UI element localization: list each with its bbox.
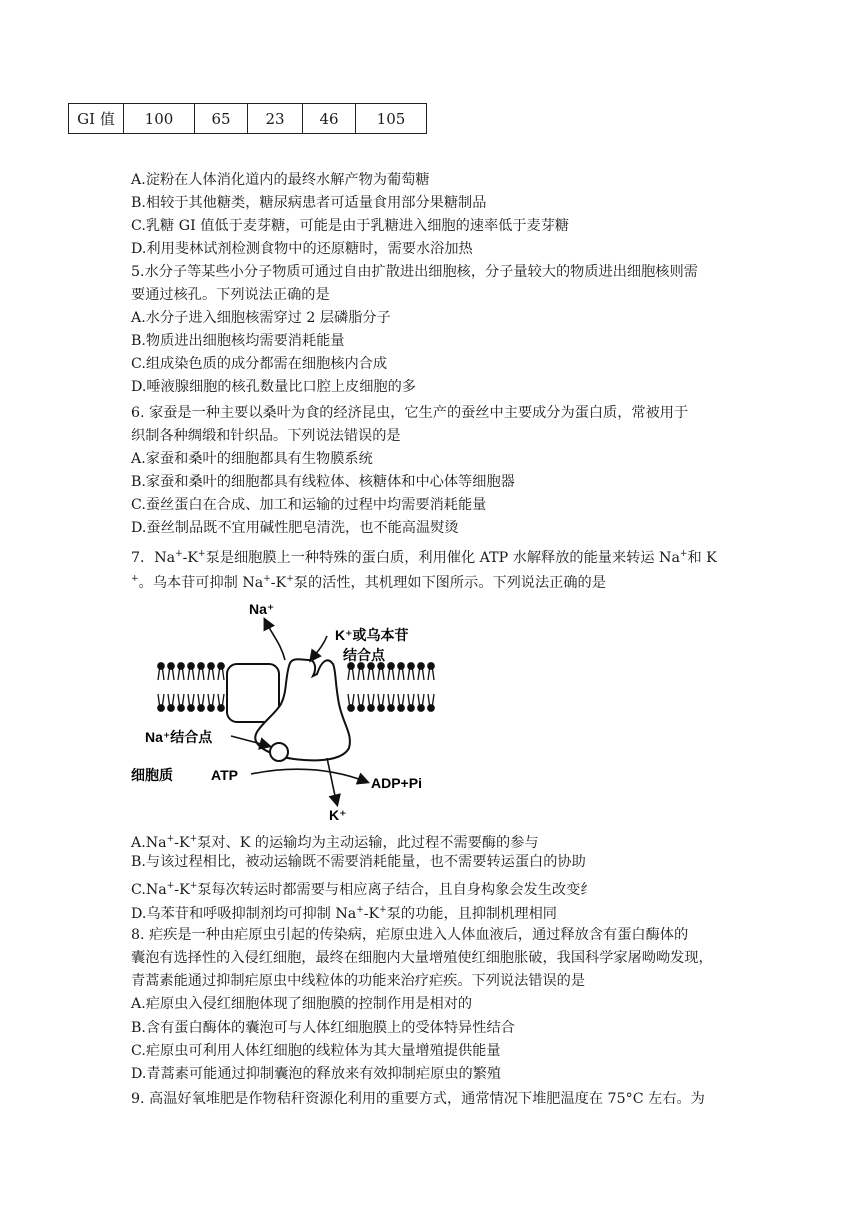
phospholipid-tail [198, 694, 204, 705]
channel-protein-block [227, 664, 279, 722]
option-4d: D.利用斐林试剂检测食物中的还原糖时，需要水浴加热 [131, 241, 473, 257]
phospholipid-tail [208, 669, 214, 680]
gi-cell: 105 [356, 104, 427, 134]
phospholipid-tail [158, 669, 164, 680]
phospholipid-tail [388, 669, 394, 680]
na-out-arrow [265, 620, 285, 660]
phospholipid-head [158, 663, 164, 669]
phospholipid-head [368, 663, 374, 669]
phospholipid-head [218, 663, 224, 669]
phospholipid-tail [208, 694, 214, 705]
phospholipid-head [208, 663, 214, 669]
option-6b: B.家蚕和桑叶的细胞都具有线粒体、核糖体和中心体等细胞器 [131, 474, 515, 490]
question-9-stem: 9. 高温好氧堆肥是作物秸秆资源化利用的重要方式，通常情况下堆肥温度在 75°C 左右。为 [131, 1091, 705, 1107]
phospholipid-head [348, 663, 354, 669]
phospholipid-tail [348, 669, 354, 680]
phospholipid-head [368, 705, 374, 711]
phospholipid-head [358, 663, 364, 669]
gi-cell: 65 [195, 104, 248, 134]
option-7b: B.与该过程相比，被动运输既不需要消耗能量，也不需要转运蛋白的协助 [131, 854, 586, 870]
option-7c: C.Na+-K+泵每次转运时都需要与相应离子结合，且自身构象会发生改变纟 [131, 881, 595, 898]
phospholipid-head [208, 705, 214, 711]
phospholipid-tail [188, 694, 194, 705]
option-5b: B.物质进出细胞核均需要消耗能量 [131, 333, 345, 349]
na-k-pump-diagram [131, 596, 441, 824]
option-8d: D.青蒿素可能通过抑制囊泡的释放来有效抑制疟原虫的繁殖 [131, 1066, 502, 1082]
phospholipid-head [418, 663, 424, 669]
phospholipid-tail [188, 669, 194, 680]
option-5c: C.组成染色质的成分都需在细胞核内合成 [131, 356, 388, 372]
question-8-stem: 8. 疟疾是一种由疟原虫引起的传染病，疟原虫进入人体血液后，通过释放含有蛋白酶体的 [131, 927, 689, 943]
option-5a: A.水分子进入细胞核需穿过 2 层磷脂分子 [131, 310, 391, 326]
atp-label: ATP [211, 767, 238, 783]
question-5-stem: 5.水分子等某些小分子物质可通过自由扩散进出细胞核，分子量较大的物质进出细胞核则需 [131, 264, 698, 280]
phospholipid-tail [348, 694, 354, 705]
phospholipid-head [398, 705, 404, 711]
adp-label: ADP+Pi [371, 775, 422, 791]
k-binding-label: K⁺或乌本苷 [335, 627, 409, 643]
phospholipid-head [158, 705, 164, 711]
phospholipid-tail [168, 669, 174, 680]
phospholipid-tail [408, 669, 414, 680]
phospholipid-tail [358, 694, 364, 705]
phospholipid-tail [218, 669, 224, 680]
question-5-stem-cont: 要通过核孔。下列说法正确的是 [131, 287, 330, 303]
phospholipid-tail [418, 669, 424, 680]
option-8a: A.疟原虫入侵红细胞体现了细胞膜的控制作用是相对的 [131, 996, 473, 1012]
phospholipid-head [408, 663, 414, 669]
phospholipid-tail [368, 669, 374, 680]
phospholipid-head [348, 705, 354, 711]
phospholipid-head [168, 663, 174, 669]
option-8c: C.疟原虫可利用人体红细胞的线粒体为其大量增殖提供能量 [131, 1043, 501, 1059]
option-6d: D.蚕丝制品既不宜用碱性肥皂清洗，也不能高温熨烫 [131, 520, 459, 536]
phospholipid-tail [378, 669, 384, 680]
question-7-stem: 7．Na+-K+泵是细胞膜上一种特殊的蛋白质，利用催化 ATP 水解释放的能量来转运 Na+和 K [131, 549, 717, 566]
phospholipid-tail [378, 694, 384, 705]
phospholipid-tail [408, 694, 414, 705]
gi-header-cell: GI 值 [69, 104, 124, 134]
k-bottom-label: K⁺ [329, 807, 347, 823]
phospholipid-tail [428, 669, 434, 680]
phospholipid-head [378, 705, 384, 711]
phospholipid-tail [388, 694, 394, 705]
phospholipid-head [168, 705, 174, 711]
phospholipid-tail [428, 694, 434, 705]
phospholipid-tail [398, 669, 404, 680]
gi-cell: 23 [248, 104, 303, 134]
phospholipid-tail [178, 669, 184, 680]
phospholipid-head [358, 705, 364, 711]
gi-cell: 100 [124, 104, 195, 134]
phospholipid-tail [168, 694, 174, 705]
table-row [69, 104, 427, 134]
atp-arrow [251, 769, 367, 782]
phospholipid-tail [398, 694, 404, 705]
phospholipid-head [188, 705, 194, 711]
phospholipid-tail [218, 694, 224, 705]
option-5d: D.唾液腺细胞的核孔数量比口腔上皮细胞的多 [131, 379, 416, 395]
option-4c: C.乳糖 GI 值低于麦芽糖，可能是由于乳糖进入细胞的速率低于麦芽糖 [131, 218, 570, 234]
option-6a: A.家蚕和桑叶的细胞都具有生物膜系统 [131, 451, 373, 467]
option-4b: B.相较于其他糖类，糖尿病患者可适量食用部分果糖制品 [131, 195, 487, 211]
option-6c: C.蚕丝蛋白在合成、加工和运输的过程中均需要消耗能量 [131, 497, 487, 513]
na-top-label: Na⁺ [249, 601, 275, 617]
cytoplasm-label: 细胞质 [131, 767, 173, 783]
phospholipid-tail [158, 694, 164, 705]
question-8-stem-cont-2: 青蒿素能通过抑制疟原虫中线粒体的功能来治疗疟疾。下列说法错误的是 [131, 973, 586, 989]
question-6-stem: 6. 家蚕是一种主要以桑叶为食的经济昆虫，它生产的蚕丝中主要成分为蛋白质，常被用于 [131, 405, 689, 421]
phospholipid-tail [358, 669, 364, 680]
phospholipid-head [388, 663, 394, 669]
gi-table [68, 103, 427, 134]
phospholipid-tail [178, 694, 184, 705]
phospholipid-head [178, 705, 184, 711]
phospholipid-head [418, 705, 424, 711]
phospholipid-tail [198, 669, 204, 680]
phospholipid-head [398, 663, 404, 669]
phospholipid-tail [418, 694, 424, 705]
na-binding-label: Na⁺结合点 [145, 729, 213, 745]
phospholipid-head [198, 663, 204, 669]
phospholipid-head [178, 663, 184, 669]
k-binding-label-2: 结合点 [343, 647, 385, 663]
phospholipid-head [428, 705, 434, 711]
question-6-stem-cont: 织制各种绸缎和针织品。下列说法错误的是 [131, 428, 401, 444]
phospholipid-head [408, 705, 414, 711]
k-binding-pointer [311, 636, 327, 660]
phospholipid-head [188, 663, 194, 669]
question-8-stem-cont: 囊泡有选择性的入侵红细胞，最终在细胞内大量增殖使红细胞胀破，我国科学家屠呦呦发现， [131, 950, 713, 966]
question-7-stem-cont: +。乌本苷可抑制 Na+-K+泵的活性，其机理如下图所示。下列说法正确的是 [131, 574, 606, 591]
phospholipid-head [218, 705, 224, 711]
option-8b: B.含有蛋白酶体的囊泡可与人体红细胞膜上的受体特异性结合 [131, 1020, 515, 1036]
option-7a: A.Na+-K+泵对、K 的运输均为主动运输，此过程不需要酶的参与 [131, 834, 539, 851]
option-7d: D.乌苯苷和呼吸抑制剂均可抑制 Na+-K+泵的功能，且抑制机理相同 [131, 905, 557, 922]
phospholipid-head [378, 663, 384, 669]
na-binding-site [270, 743, 288, 761]
option-4a: A.淀粉在人体消化道内的最终水解产物为葡萄糖 [131, 172, 430, 188]
k-in-arrow [327, 758, 337, 804]
gi-cell: 46 [303, 104, 356, 134]
phospholipid-head [388, 705, 394, 711]
phospholipid-tail [368, 694, 374, 705]
phospholipid-head [428, 663, 434, 669]
phospholipid-head [198, 705, 204, 711]
